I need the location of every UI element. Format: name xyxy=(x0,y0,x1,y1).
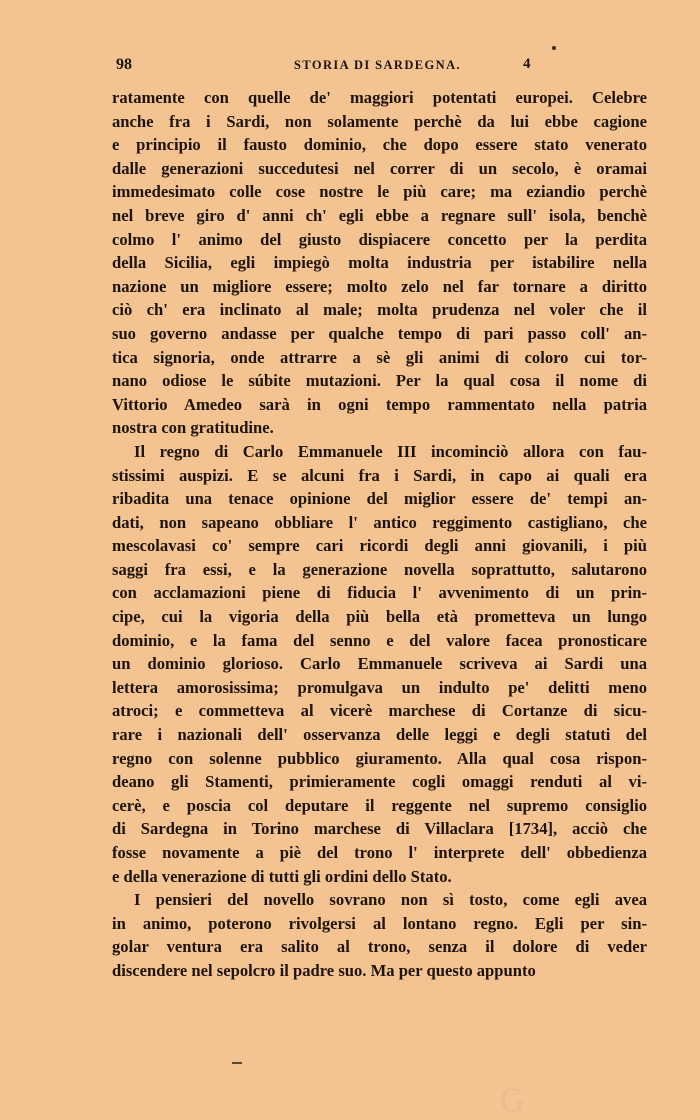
text-line: discendere nel sepolcro il padre suo. Ma per questo appunto xyxy=(112,960,536,980)
watermark-logo: G xyxy=(500,1082,529,1119)
text-line: deano gli Stamenti, primieramente cogli omaggi renduti al vi- xyxy=(112,772,647,792)
text-line: Il regno di Carlo Emmanuele III incominciò allora con fau- xyxy=(134,441,647,461)
paragraph xyxy=(112,888,647,982)
text-line: un dominio glorioso. Carlo Emmanuele scriveva ai Sardi una xyxy=(112,654,647,674)
text-line: e principio il fausto dominio, che dopo essere stato venerato xyxy=(112,135,647,155)
text-line: ribadita una tenace opinione del miglior essere de' tempi an- xyxy=(112,489,647,509)
text-line: suo governo andasse per qualche tempo di pari passo coll' an- xyxy=(112,323,647,343)
footer-dash xyxy=(232,1062,242,1064)
text-line: della Sicilia, egli impiegò molta industria per istabilire nella xyxy=(112,253,647,273)
page-header xyxy=(116,56,646,78)
text-line: cipe, cui la vigoria della più bella età prometteva un lungo xyxy=(112,607,647,627)
paragraph xyxy=(112,440,647,888)
text-line: dati, non sapeano obbliare l' antico reggimento castigliano, che xyxy=(112,512,647,532)
text-line: e della venerazione di tutti gli ordini dello Stato. xyxy=(112,866,452,886)
text-line: I pensieri del novello sovrano non sì tosto, come egli avea xyxy=(134,890,647,910)
text-line: di Sardegna in Torino marchese di Villaclara [1734], acciò che xyxy=(112,819,647,839)
running-title: STORIA DI SARDEGNA. xyxy=(294,58,462,72)
text-line: nano odiose le súbite mutazioni. Per la qual cosa il nome di xyxy=(112,371,647,391)
text-line: lettera amorosissima; promulgava un indulto pe' delitti meno xyxy=(112,677,647,697)
text-line: mescolavasi co' sempre cari ricordi degli anni giovanili, i più xyxy=(112,536,647,556)
text-line: dominio, e la fama del senno e del valore facea pronosticare xyxy=(112,630,647,650)
text-line: ciò ch' era inclinato al male; molta prudenza nel voler che il xyxy=(112,300,647,320)
page-number: 98 xyxy=(116,56,132,73)
text-line: nostra con gratitudine. xyxy=(112,418,274,438)
text-line: anche fra i Sardi, non solamente perchè da lui ebbe cagione xyxy=(112,111,647,131)
text-line: con acclamazioni piene di fiducia l' avvenimento di un prin- xyxy=(112,583,647,603)
text-line: rare i nazionali dell' osservanza delle leggi e degli statuti del xyxy=(112,725,647,745)
text-line: atroci; e commetteva al vicerè marchese di Cortanze di sicu- xyxy=(112,701,647,721)
text-line: saggi fra essi, e la generazione novella soprattutto, salutarono xyxy=(112,559,647,579)
text-line: colmo l' animo del giusto dispiacere concetto per la perdita xyxy=(112,229,647,249)
text-line: cerè, e poscia col deputare il reggente nel supremo consiglio xyxy=(112,795,647,815)
text-line: stissimi auspizi. E se alcuni fra i Sardi, in capo ai quali era xyxy=(112,465,647,485)
text-line: tica signoria, onde attrarre a sè gli animi di coloro cui tor- xyxy=(112,347,647,367)
text-line: fosse novamente a piè del trono l' interprete dell' obbedienza xyxy=(112,843,647,862)
header-mark: 4 xyxy=(523,56,531,72)
text-line: in animo, poterono rivolgersi al lontano regno. Egli per sin- xyxy=(112,913,647,933)
text-line: ratamente con quelle de' maggiori potentati europei. Celebre xyxy=(112,88,647,107)
text-body xyxy=(112,86,647,983)
text-line: Vittorio Amedeo sarà in ogni tempo rammentato nella patria xyxy=(112,394,647,414)
text-line: nazione un migliore essere; molto zelo nel far tornare a diritto xyxy=(112,276,647,296)
text-line: regno con solenne pubblico giuramento. Alla qual cosa rispon- xyxy=(112,748,647,768)
paragraph xyxy=(112,86,647,440)
text-line: golar ventura era salito al trono, senza il dolore di veder xyxy=(112,937,647,957)
text-line: dalle generazioni succedutesi nel correr di un secolo, è oramai xyxy=(112,158,647,178)
ink-speck xyxy=(552,46,556,50)
text-line: nel breve giro d' anni ch' egli ebbe a regnare sull' isola, benchè xyxy=(112,205,647,225)
text-line: immedesimato colle cose nostre le più care; ma eziandio perchè xyxy=(112,182,647,202)
